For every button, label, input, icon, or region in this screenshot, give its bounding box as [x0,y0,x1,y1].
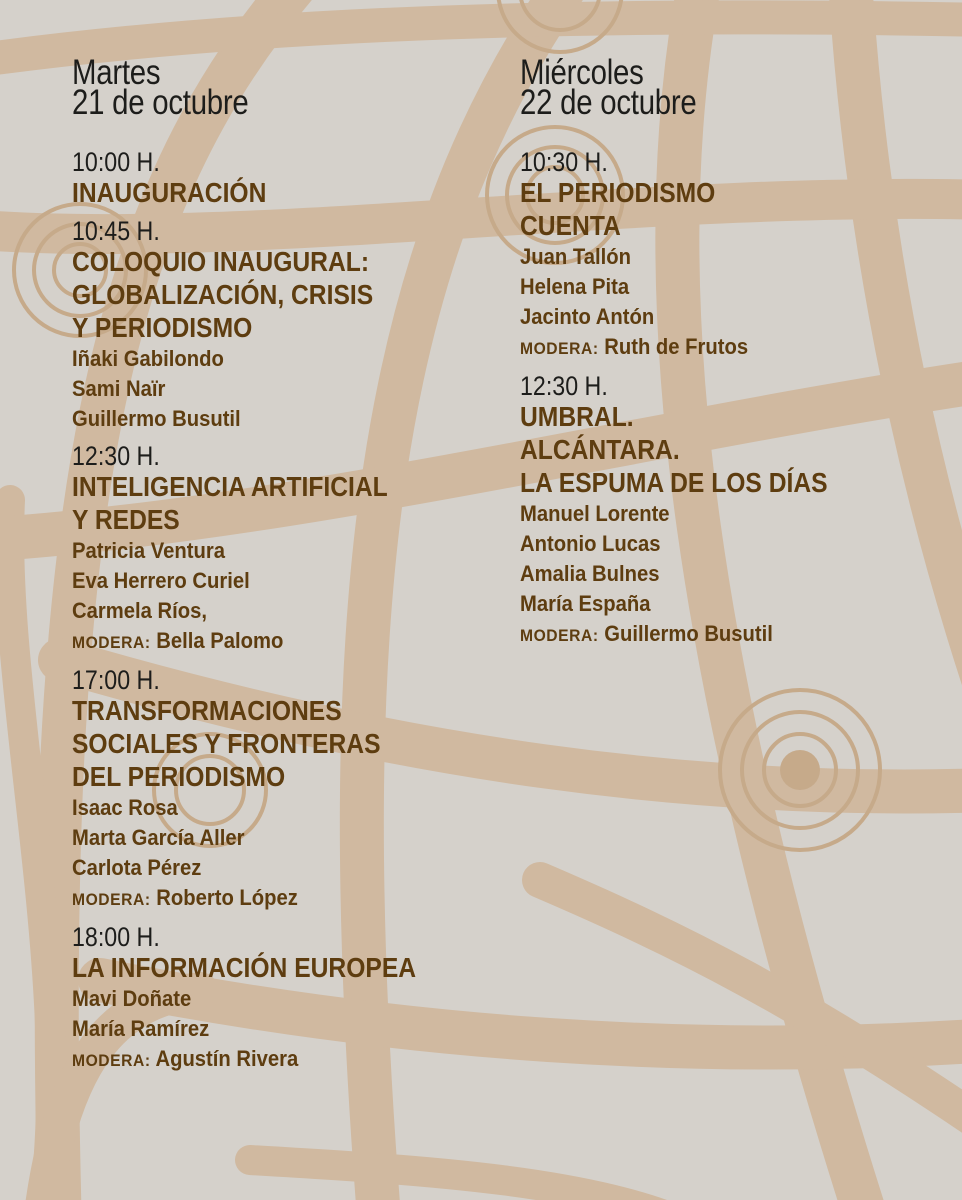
moderator-name: Roberto López [156,885,298,910]
session-time: 10:00 H. [72,147,160,177]
session-title: COLOQUIO INAUGURAL: [72,246,370,277]
moderator-line [520,619,916,651]
session-1000 [72,146,502,209]
speaker-name: Sami Naïr [72,376,166,401]
moderator-name: Ruth de Frutos [604,334,749,359]
session-title: LA INFORMACIÓN EUROPEA [72,952,417,983]
speaker-name: Iñaki Gabilondo [72,346,224,371]
session-title: DEL PERIODISMO [72,761,286,792]
day-name: Miércoles [520,53,644,92]
speaker-name: Isaac Rosa [72,795,178,820]
session-time: 17:00 H. [72,665,160,695]
moderator-line [72,1044,468,1076]
speaker-name: Manuel Lorente [520,501,670,526]
speaker-name: Juan Tallón [520,244,631,269]
schedule-day-tuesday [72,53,502,1082]
session-title: INTELIGENCIA ARTIFICIAL [72,471,388,502]
session-title: LA ESPUMA DE LOS DÍAS [520,467,828,498]
day-date: 22 de octubre [520,83,697,122]
moderator-line [520,332,916,364]
moderator-label: MODERA: [520,339,599,358]
speaker-name: Helena Pita [520,274,630,299]
speaker-name: Amalia Bulnes [520,561,660,586]
session-time: 10:30 H. [520,147,608,177]
speaker-name: Eva Herrero Curiel [72,568,250,593]
session-title: UMBRAL. [520,401,634,432]
session-time: 10:45 H. [72,216,160,246]
session-1800 [72,921,502,1076]
moderator-name: Guillermo Busutil [604,621,773,646]
session-1045 [72,215,502,434]
session-title: EL PERIODISMO [520,177,716,208]
session-title: CUENTA [520,210,621,241]
speaker-name: María Ramírez [72,1016,210,1041]
moderator-line [72,626,468,658]
session-time: 18:00 H. [72,922,160,952]
schedule-day-wednesday [520,53,950,657]
session-time: 12:30 H. [520,371,608,401]
session-1230 [72,440,502,658]
speaker-name: Jacinto Antón [520,304,655,329]
speaker-name: Marta García Aller [72,825,245,850]
moderator-label: MODERA: [520,626,599,645]
session-title: GLOBALIZACIÓN, CRISIS [72,279,374,310]
speaker-name: Carmela Ríos, [72,598,207,623]
speaker-name: María España [520,591,651,616]
session-1700 [72,664,502,915]
session-title: INAUGURACIÓN [72,177,267,208]
session-1030 [520,146,950,364]
speaker-name: Mavi Doñate [72,986,192,1011]
moderator-line [72,883,468,915]
moderator-label: MODERA: [72,633,151,652]
session-title: Y REDES [72,504,180,535]
speaker-name: Carlota Pérez [72,855,202,880]
session-title: Y PERIODISMO [72,312,253,343]
day-name: Martes [72,53,161,92]
speaker-name: Patricia Ventura [72,538,226,563]
session-title: SOCIALES Y FRONTERAS [72,728,381,759]
day-date: 21 de octubre [72,83,249,122]
session-title: TRANSFORMACIONES [72,695,342,726]
session-time: 12:30 H. [72,441,160,471]
speaker-name: Antonio Lucas [520,531,661,556]
moderator-name: Agustín Rivera [155,1046,299,1071]
moderator-label: MODERA: [72,1051,151,1070]
session-1230-wed [520,370,950,651]
moderator-name: Bella Palomo [156,628,284,653]
speaker-name: Guillermo Busutil [72,406,241,431]
session-title: ALCÁNTARA. [520,434,680,465]
moderator-label: MODERA: [72,890,151,909]
